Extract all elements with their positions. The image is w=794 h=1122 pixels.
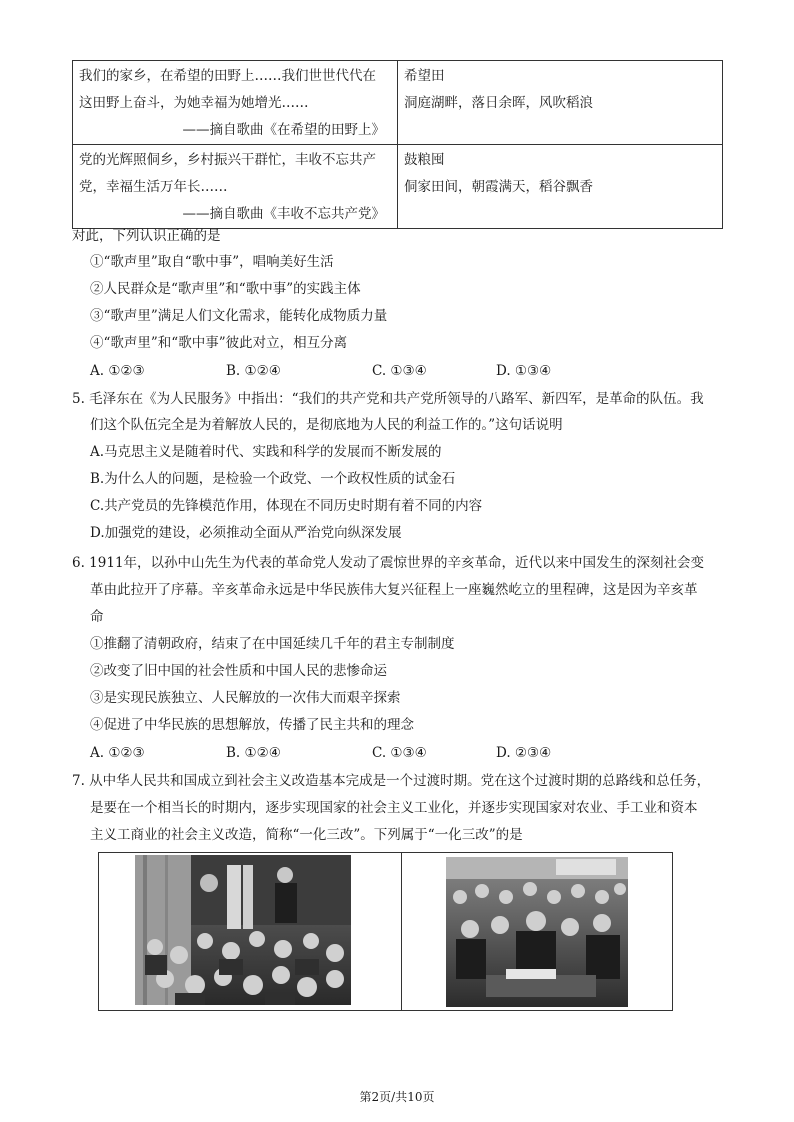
song-citation: ——摘自歌曲《丰收不忘共产党》 <box>182 206 385 222</box>
question-text: 主义工商业的社会主义改造，简称“一化三改”。下列属于“一化三改”的是 <box>90 827 523 843</box>
question-text: 命 <box>90 609 104 625</box>
option-c[interactable]: C.共产党员的先锋模范作用，体现在不同历史时期有着不同的内容 <box>90 498 483 514</box>
lyric-line: 我们的家乡，在希望的田野上……我们世世代代在 <box>79 68 376 84</box>
lyric-line: 党，幸福生活万年长…… <box>79 179 228 195</box>
choice-c[interactable]: C. ①③④ <box>372 363 427 379</box>
lyric-line: 党的光辉照侗乡，乡村振兴干群忙，丰收不忘共产 <box>79 152 376 168</box>
lyric-line: 这田野上奋斗，为她幸福为她增光…… <box>79 95 309 111</box>
statement-item: ①“歌声里”取自“歌中事”，唱响美好生活 <box>90 254 334 270</box>
crowd-celebration-photo <box>135 855 351 1005</box>
question-text: 6. 1911年，以孙中山先生为代表的革命党人发动了震惊世界的辛亥革命，近代以来中国发生的深刻社会变 <box>72 555 705 571</box>
choice-b[interactable]: B. ①②④ <box>226 745 281 761</box>
photo-table <box>98 852 673 1011</box>
divider <box>401 853 402 1010</box>
lyric-cell <box>73 145 398 229</box>
table-row <box>73 61 723 145</box>
statement-item: ③是实现民族独立、人民解放的一次伟大而艰辛探索 <box>90 690 401 706</box>
place-scene: 洞庭湖畔，落日余晖，风吹稻浪 <box>404 95 593 111</box>
table-row <box>73 145 723 229</box>
statement-item: ④“歌声里”和“歌中事”彼此对立，相互分离 <box>90 335 348 351</box>
option-d[interactable]: D.加强党的建设，必须推动全面从严治党向纵深发展 <box>90 525 402 541</box>
choice-a[interactable]: A. ①②③ <box>90 745 145 761</box>
choice-b[interactable]: B. ①②④ <box>226 363 281 379</box>
question-text: 5. 毛泽东在《为人民服务》中指出：“我们的共产党和共产党所领导的八路军、新四军，是革命的队伍。我 <box>72 391 704 407</box>
place-cell <box>398 61 723 145</box>
lyric-cell <box>73 61 398 145</box>
place-name: 希望田 <box>404 68 445 84</box>
answer-choices <box>90 740 650 766</box>
statement-item: ④促进了中华民族的思想解放，传播了民主共和的理念 <box>90 717 414 733</box>
statement-item: ②人民群众是“歌声里”和“歌中事”的实践主体 <box>90 281 361 297</box>
question-text: 们这个队伍完全是为着解放人民的，是彻底地为人民的利益工作的。”这句话说明 <box>90 417 563 433</box>
place-cell <box>398 145 723 229</box>
question-text: 革由此拉开了序幕。辛亥革命永远是中华民族伟大复兴征程上一座巍然屹立的里程碑，这是因为辛亥革 <box>90 582 698 598</box>
answer-choices <box>90 358 650 384</box>
option-a[interactable]: A.马克思主义是随着时代、实践和科学的发展而不断发展的 <box>90 444 442 460</box>
place-name: 鼓粮囤 <box>404 152 445 168</box>
choice-d[interactable]: D. ②③④ <box>496 745 552 761</box>
statement-item: ①推翻了清朝政府，结束了在中国延续几千年的君主专制制度 <box>90 636 455 652</box>
crowd-gathering-photo <box>446 857 628 1007</box>
question-text: 7. 从中华人民共和国成立到社会主义改造基本完成是一个过渡时期。党在这个过渡时期的总路线和总任务， <box>72 773 711 789</box>
choice-a[interactable]: A. ①②③ <box>90 363 145 379</box>
choice-d[interactable]: D. ①③④ <box>496 363 552 379</box>
song-comparison-table <box>72 60 723 229</box>
question-stem: 对此，下列认识正确的是 <box>72 228 221 244</box>
song-citation: ——摘自歌曲《在希望的田野上》 <box>182 122 385 138</box>
choice-c[interactable]: C. ①③④ <box>372 745 427 761</box>
page-number: 第2页/共10页 <box>359 1090 435 1104</box>
statement-item: ③“歌声里”满足人们文化需求，能转化成物质力量 <box>90 308 388 324</box>
option-b[interactable]: B.为什么人的问题，是检验一个政党、一个政权性质的试金石 <box>90 471 456 487</box>
statement-item: ②改变了旧中国的社会性质和中国人民的悲惨命运 <box>90 663 387 679</box>
place-scene: 侗家田间，朝霞满天，稻谷飘香 <box>404 179 593 195</box>
question-text: 是要在一个相当长的时期内，逐步实现国家的社会主义工业化，并逐步实现国家对农业、手工业和资本 <box>90 800 698 816</box>
